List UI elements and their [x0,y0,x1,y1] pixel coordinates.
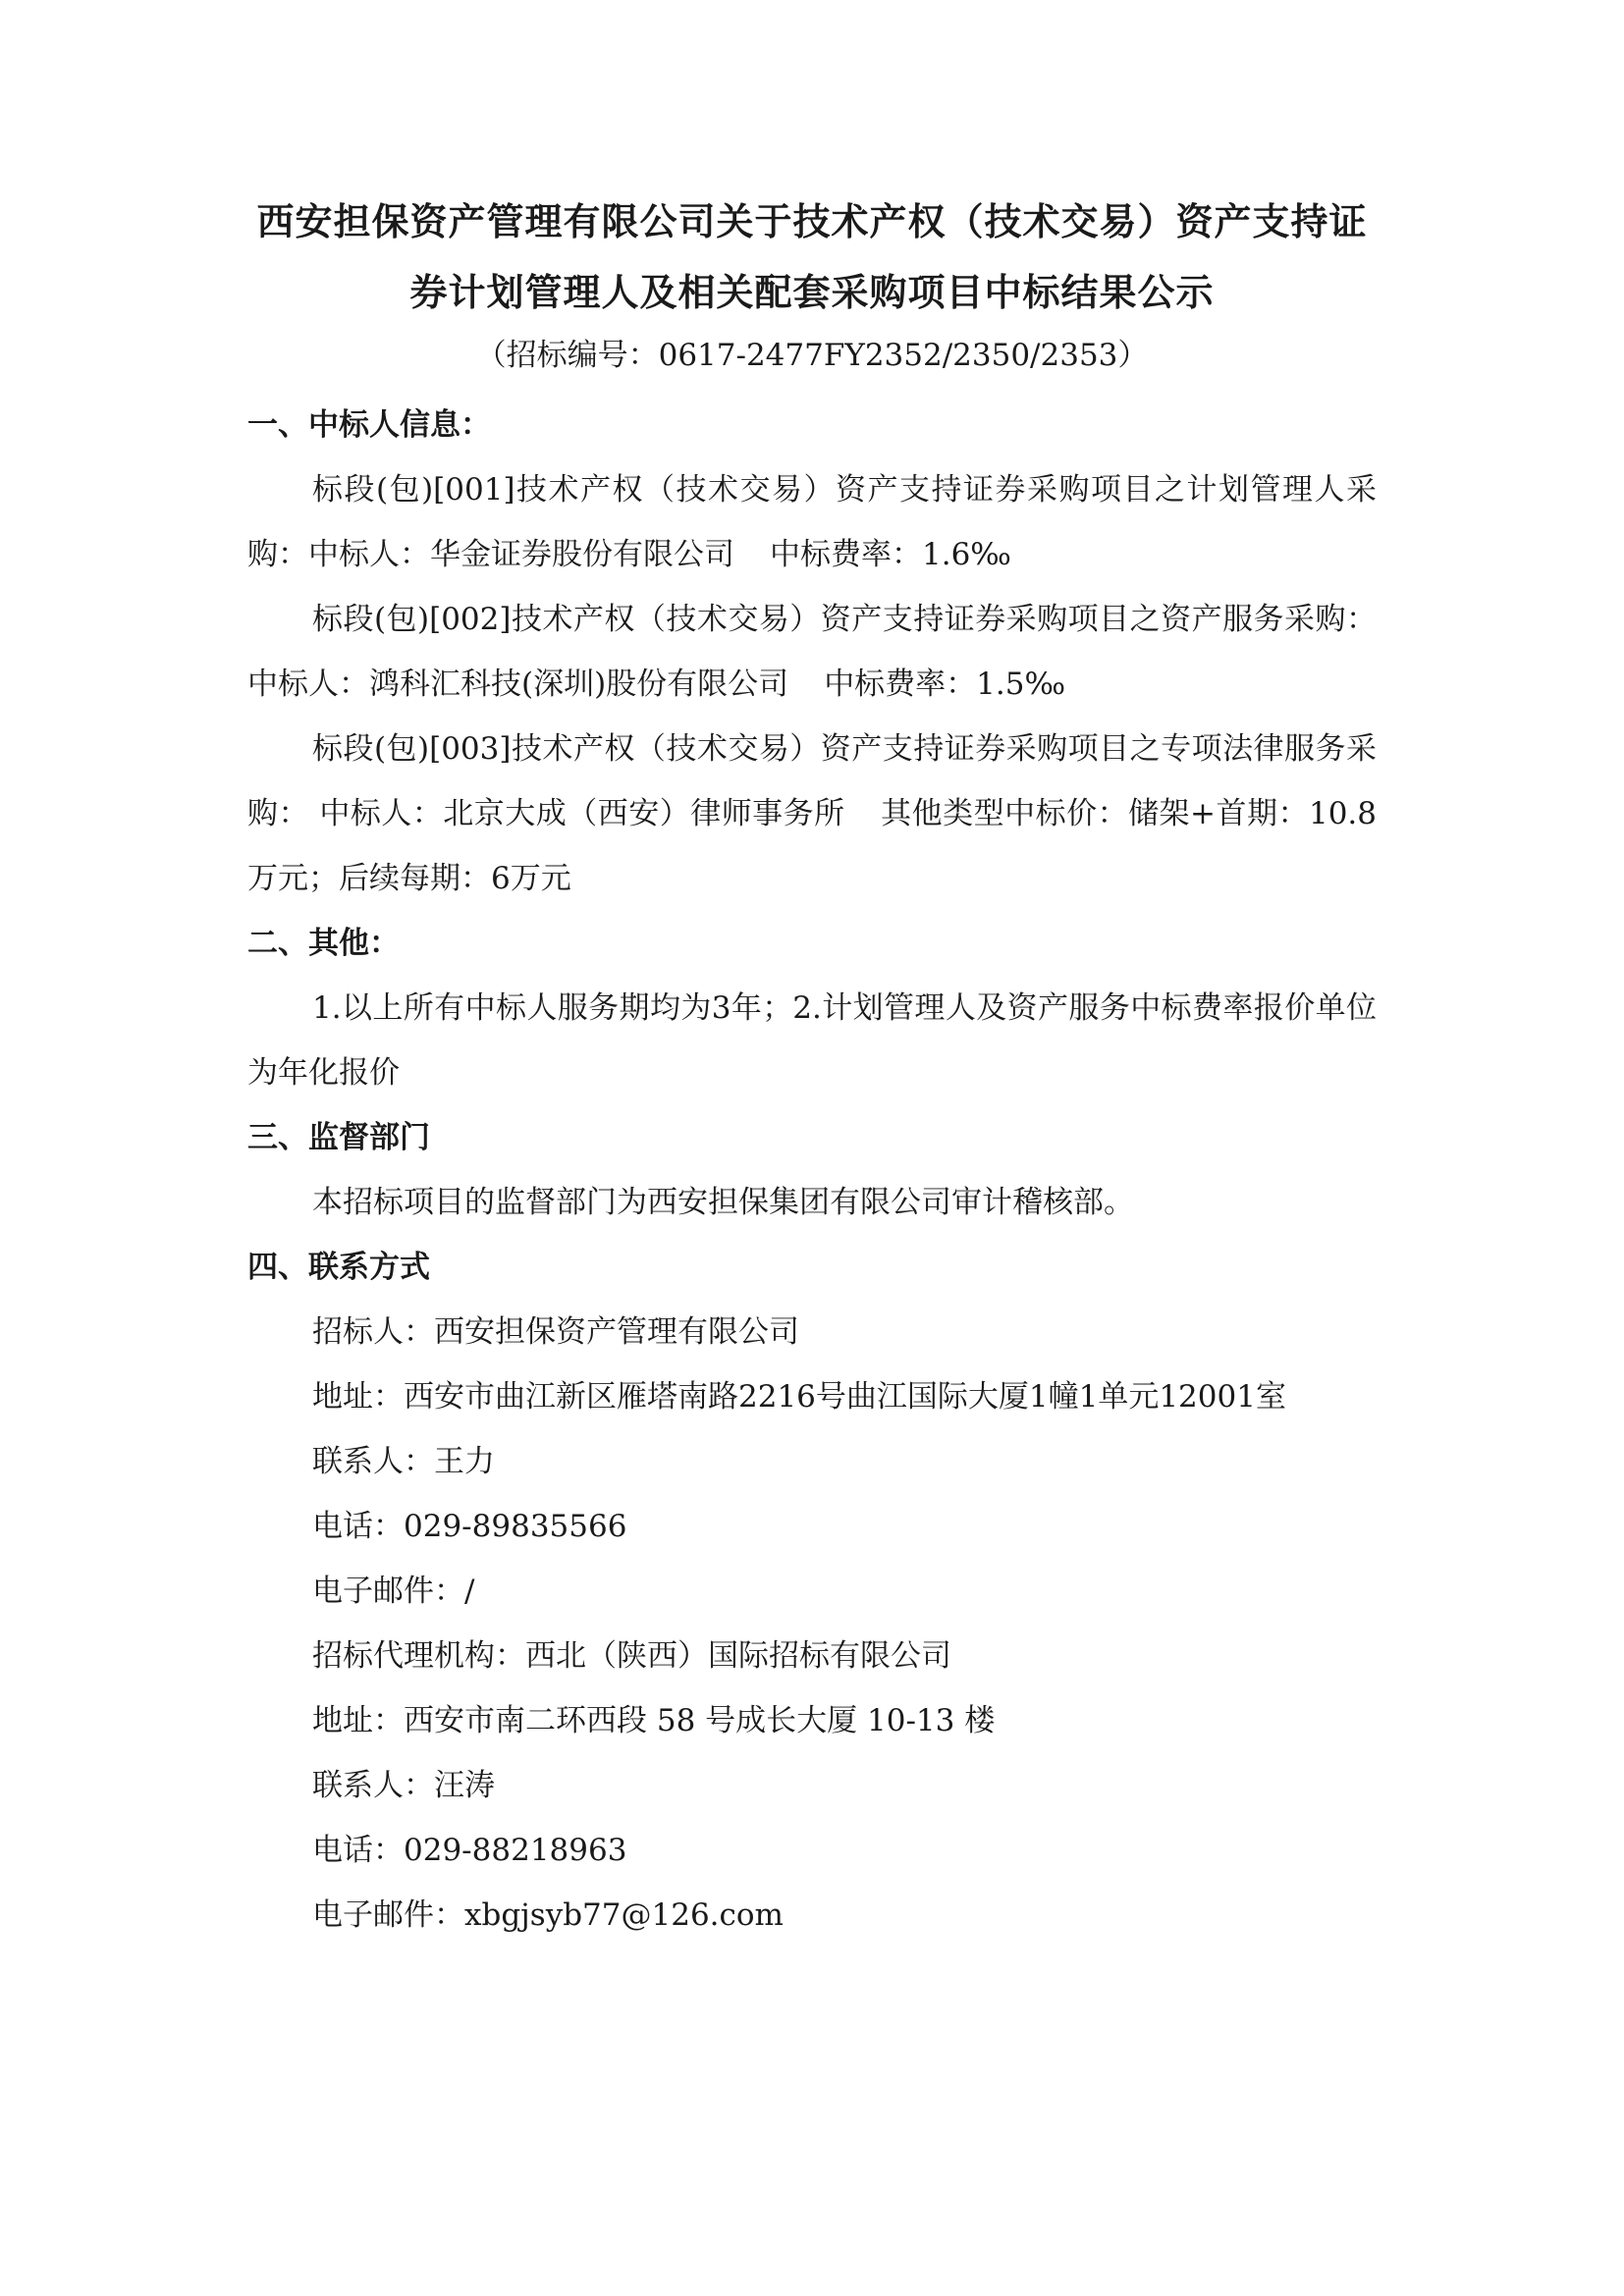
contact-agency-person: 联系人：汪涛 [312,1768,495,1803]
section-heading-contact: 四、联系方式 [247,1250,430,1285]
contact-tenderer-phone: 电话：029-89835566 [312,1509,627,1544]
contact-tenderer-person: 联系人：王力 [312,1444,495,1479]
lot-002-paragraph [247,587,1377,717]
lot-003-fee: 其他类型中标价：储架+首期：10.8万元；后续每期：6万元 [247,796,1377,896]
contact-tenderer-email: 电子邮件：/ [312,1574,475,1609]
contact-agency: 招标代理机构：西北（陕西）国际招标有限公司 [312,1638,951,1674]
lot-003-text: 标段(包)[003]技术产权（技术交易）资产支持证券采购项目之专项法律服务采购： 中标人：北京大成（西安）律师事务所 [247,731,1377,831]
section-heading-other: 二、其他： [247,926,400,961]
contact-agency-phone: 电话：029-88218963 [312,1833,627,1868]
contact-tenderer: 招标人：西安担保资产管理有限公司 [312,1314,799,1350]
document-body [247,187,1377,1948]
section-heading-winners: 一、中标人信息： [247,407,491,443]
other-paragraph: 1.以上所有中标人服务期均为3年；2.计划管理人及资产服务中标费率报价单位为年化报价 [247,990,1377,1091]
lot-002-fee: 中标费率：1.5‰ [824,667,1066,702]
section-heading-supervision: 三、监督部门 [247,1120,430,1155]
supervision-paragraph: 本招标项目的监督部门为西安担保集团有限公司审计稽核部。 [312,1185,1134,1220]
title-line-2: 券计划管理人及相关配套采购项目中标结果公示 [409,271,1215,314]
lot-001-paragraph [247,457,1377,587]
lot-002-text: 标段(包)[002]技术产权（技术交易）资产支持证券采购项目之资产服务采购：中标人：鸿科汇科技(深圳)股份有限公司 [247,602,1377,702]
document-title [247,187,1377,328]
contact-agency-email: 电子邮件：xbgjsyb77@126.com [312,1897,784,1933]
lot-003-paragraph [247,717,1377,911]
title-line-1: 西安担保资产管理有限公司关于技术产权（技术交易）资产支持证 [256,200,1368,243]
contact-tenderer-address: 地址：西安市曲江新区雁塔南路2216号曲江国际大厦1幢1单元12001室 [312,1379,1286,1415]
bid-number: （招标编号：0617-2477FY2352/2350/2353） [475,338,1149,373]
lot-001-fee: 中标费率：1.6‰ [770,537,1011,572]
contact-agency-address: 地址：西安市南二环西段 58 号成长大厦 10-13 楼 [312,1703,996,1738]
lot-001-text: 标段(包)[001]技术产权（技术交易）资产支持证券采购项目之计划管理人采购：中标人：华金证券股份有限公司 [247,472,1377,572]
